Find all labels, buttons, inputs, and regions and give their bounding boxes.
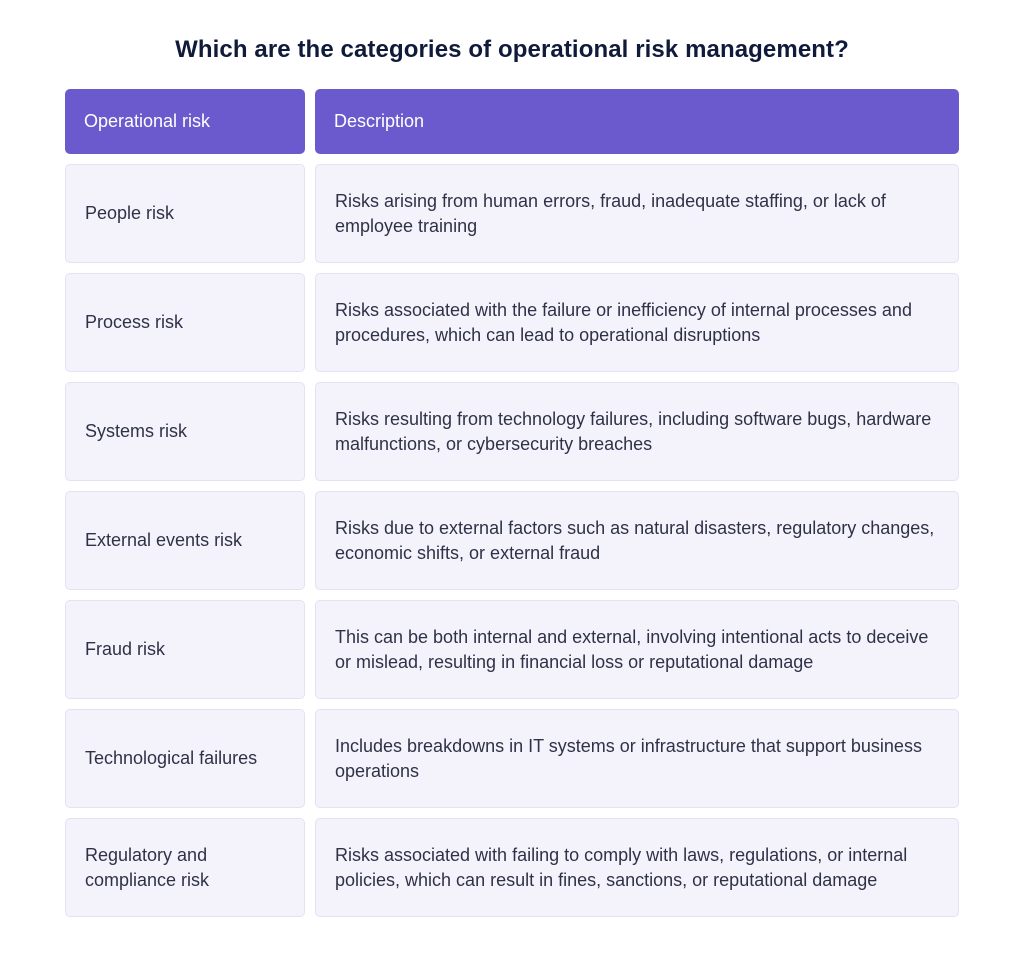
risk-name-cell <box>65 818 305 917</box>
risk-name-cell <box>65 600 305 699</box>
risk-description: Risks arising from human errors, fraud, inadequate staffing, or lack of employee training <box>335 190 886 236</box>
risk-name: Technological failures <box>85 748 258 768</box>
table-row <box>65 818 959 917</box>
risk-description-cell <box>315 164 959 263</box>
header-description: Description <box>315 89 959 154</box>
risk-description: Risks due to external factors such as natural disasters, regulatory changes, economic shifts, or external fraud <box>335 517 935 563</box>
risk-description: Risks associated with the failure or inefficiency of internal processes and procedures, which can lead to operational disruptions <box>335 299 912 345</box>
page-title: Which are the categories of operational risk management? <box>175 36 849 63</box>
risk-description: Includes breakdowns in IT systems or infrastructure that support business operations <box>335 735 922 781</box>
risk-name: Regulatory and compliance risk <box>85 844 210 890</box>
risk-name-cell <box>65 709 305 808</box>
risk-name-cell <box>65 164 305 263</box>
risk-description-cell <box>315 709 959 808</box>
risk-description-cell <box>315 491 959 590</box>
table-row <box>65 709 959 808</box>
risk-name: Process risk <box>85 312 184 332</box>
risk-name: People risk <box>85 203 175 223</box>
table-row <box>65 491 959 590</box>
risk-description: Risks associated with failing to comply with laws, regulations, or internal policies, which can result in fines, sanctions, or reputational damage <box>335 844 908 890</box>
risk-name-cell <box>65 382 305 481</box>
risk-name: Systems risk <box>85 421 188 441</box>
risk-name: Fraud risk <box>85 639 166 659</box>
risk-description-cell <box>315 273 959 372</box>
risk-description-cell <box>315 600 959 699</box>
table-row <box>65 382 959 481</box>
table-row <box>65 600 959 699</box>
risk-description-cell <box>315 382 959 481</box>
risk-description: Risks resulting from technology failures, including software bugs, hardware malfunctions, or cybersecurity breaches <box>335 408 932 454</box>
risk-name: External events risk <box>85 530 243 550</box>
risk-name-cell <box>65 491 305 590</box>
table-row <box>65 164 959 263</box>
table-header-row <box>65 89 959 154</box>
header-operational-risk: Operational risk <box>65 89 305 154</box>
table-row <box>65 273 959 372</box>
risk-name-cell <box>65 273 305 372</box>
risk-description: This can be both internal and external, involving intentional acts to deceive or mislead, resulting in financial loss or reputational damage <box>335 626 929 672</box>
risk-table <box>65 89 959 927</box>
risk-description-cell <box>315 818 959 917</box>
